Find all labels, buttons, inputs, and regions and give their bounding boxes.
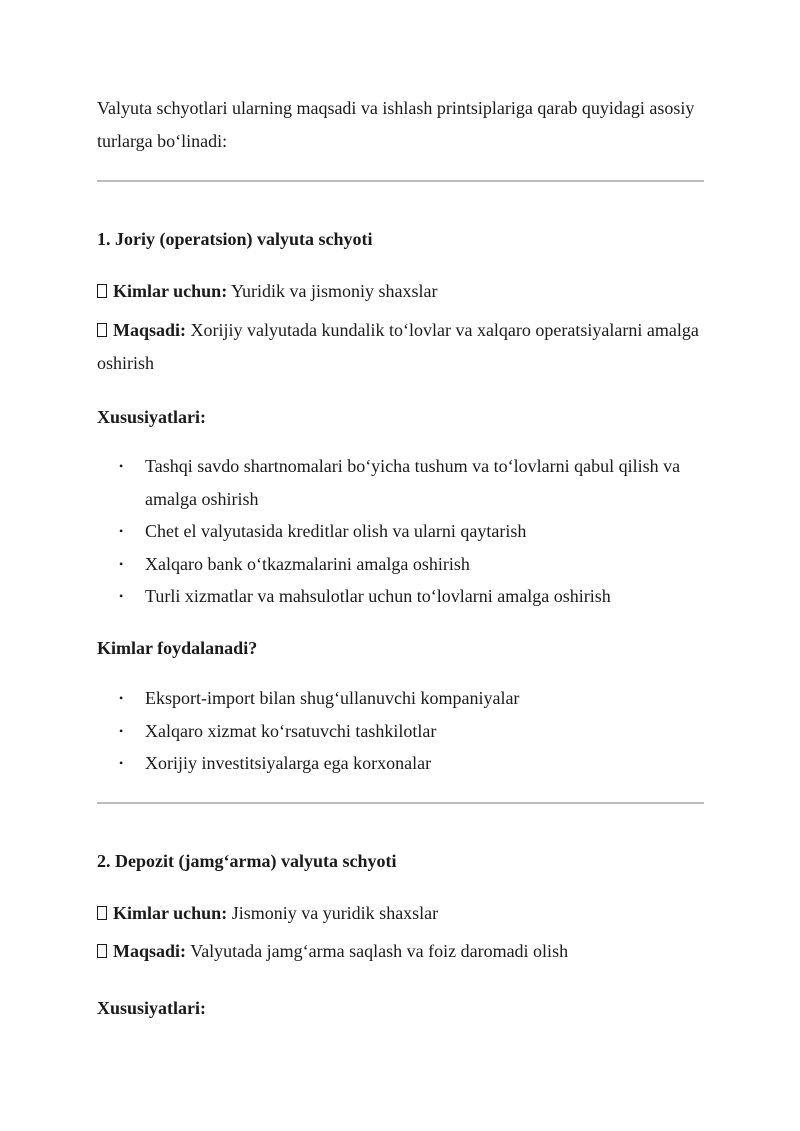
list-item: • Turli xizmatlar va mahsulotlar uchun to‘lovlarni amalga oshirish xyxy=(97,580,704,613)
beneficiaries-list xyxy=(97,682,704,780)
horizontal-rule xyxy=(97,180,704,182)
purpose-value: Valyutada jamg‘arma saqlash va foiz daromadi olish xyxy=(186,941,569,961)
who-value: Jismoniy va yuridik shaxslar xyxy=(227,903,439,923)
purpose-line xyxy=(97,935,704,968)
list-item: • Tashqi savdo shartnomalari bo‘yicha tushum va to‘lovlarni qabul qilish va amalga oshirish xyxy=(97,450,704,515)
missing-glyph-icon xyxy=(97,284,107,298)
purpose-line xyxy=(97,314,704,380)
who-label: Kimlar uchun: xyxy=(113,281,228,301)
bullet-icon: • xyxy=(119,459,124,473)
list-item: • Xorijiy investitsiyalarga ega korxonalar xyxy=(97,747,704,780)
purpose-label: Maqsadi: xyxy=(113,320,187,340)
features-heading: Xususiyatlari: xyxy=(97,998,207,1018)
list-item: • Xalqaro bank o‘tkazmalarini amalga oshirish xyxy=(97,548,704,581)
purpose-value: Xorijiy valyutada kundalik to‘lovlar va xalqaro operatsiyalarni amalga oshirish xyxy=(97,320,699,373)
who-line xyxy=(97,275,704,308)
missing-glyph-icon xyxy=(97,944,107,958)
bullet-icon: • xyxy=(119,556,124,571)
bullet-icon: • xyxy=(119,756,124,770)
beneficiaries-heading: Kimlar foydalanadi? xyxy=(97,638,258,658)
missing-glyph-icon xyxy=(97,323,107,337)
bullet-icon: • xyxy=(119,723,124,738)
features-heading: Xususiyatlari: xyxy=(97,407,207,427)
intro-paragraph: Valyuta schyotlari ularning maqsadi va ishlash printsiplariga qarab quyidagi asosiy turlarga bo‘linadi: xyxy=(97,98,695,151)
purpose-label: Maqsadi: xyxy=(113,941,187,961)
missing-glyph-icon xyxy=(97,906,107,920)
horizontal-rule xyxy=(97,802,704,804)
list-item: • Chet el valyutasida kreditlar olish va ularni qaytarish xyxy=(97,515,704,548)
who-label: Kimlar uchun: xyxy=(113,903,228,923)
features-list xyxy=(97,450,704,613)
section-heading: 2. Depozit (jamg‘arma) valyuta schyoti xyxy=(97,851,397,871)
section-heading: 1. Joriy (operatsion) valyuta schyoti xyxy=(97,229,373,249)
bullet-icon: • xyxy=(119,691,124,705)
list-item: • Eksport-import bilan shug‘ullanuvchi kompaniyalar xyxy=(97,682,704,715)
who-value: Yuridik va jismoniy shaxslar xyxy=(227,281,438,301)
bullet-icon: • xyxy=(119,589,124,603)
bullet-icon: • xyxy=(119,524,124,538)
who-line xyxy=(97,897,704,930)
list-item: • Xalqaro xizmat ko‘rsatuvchi tashkilotlar xyxy=(97,715,704,748)
